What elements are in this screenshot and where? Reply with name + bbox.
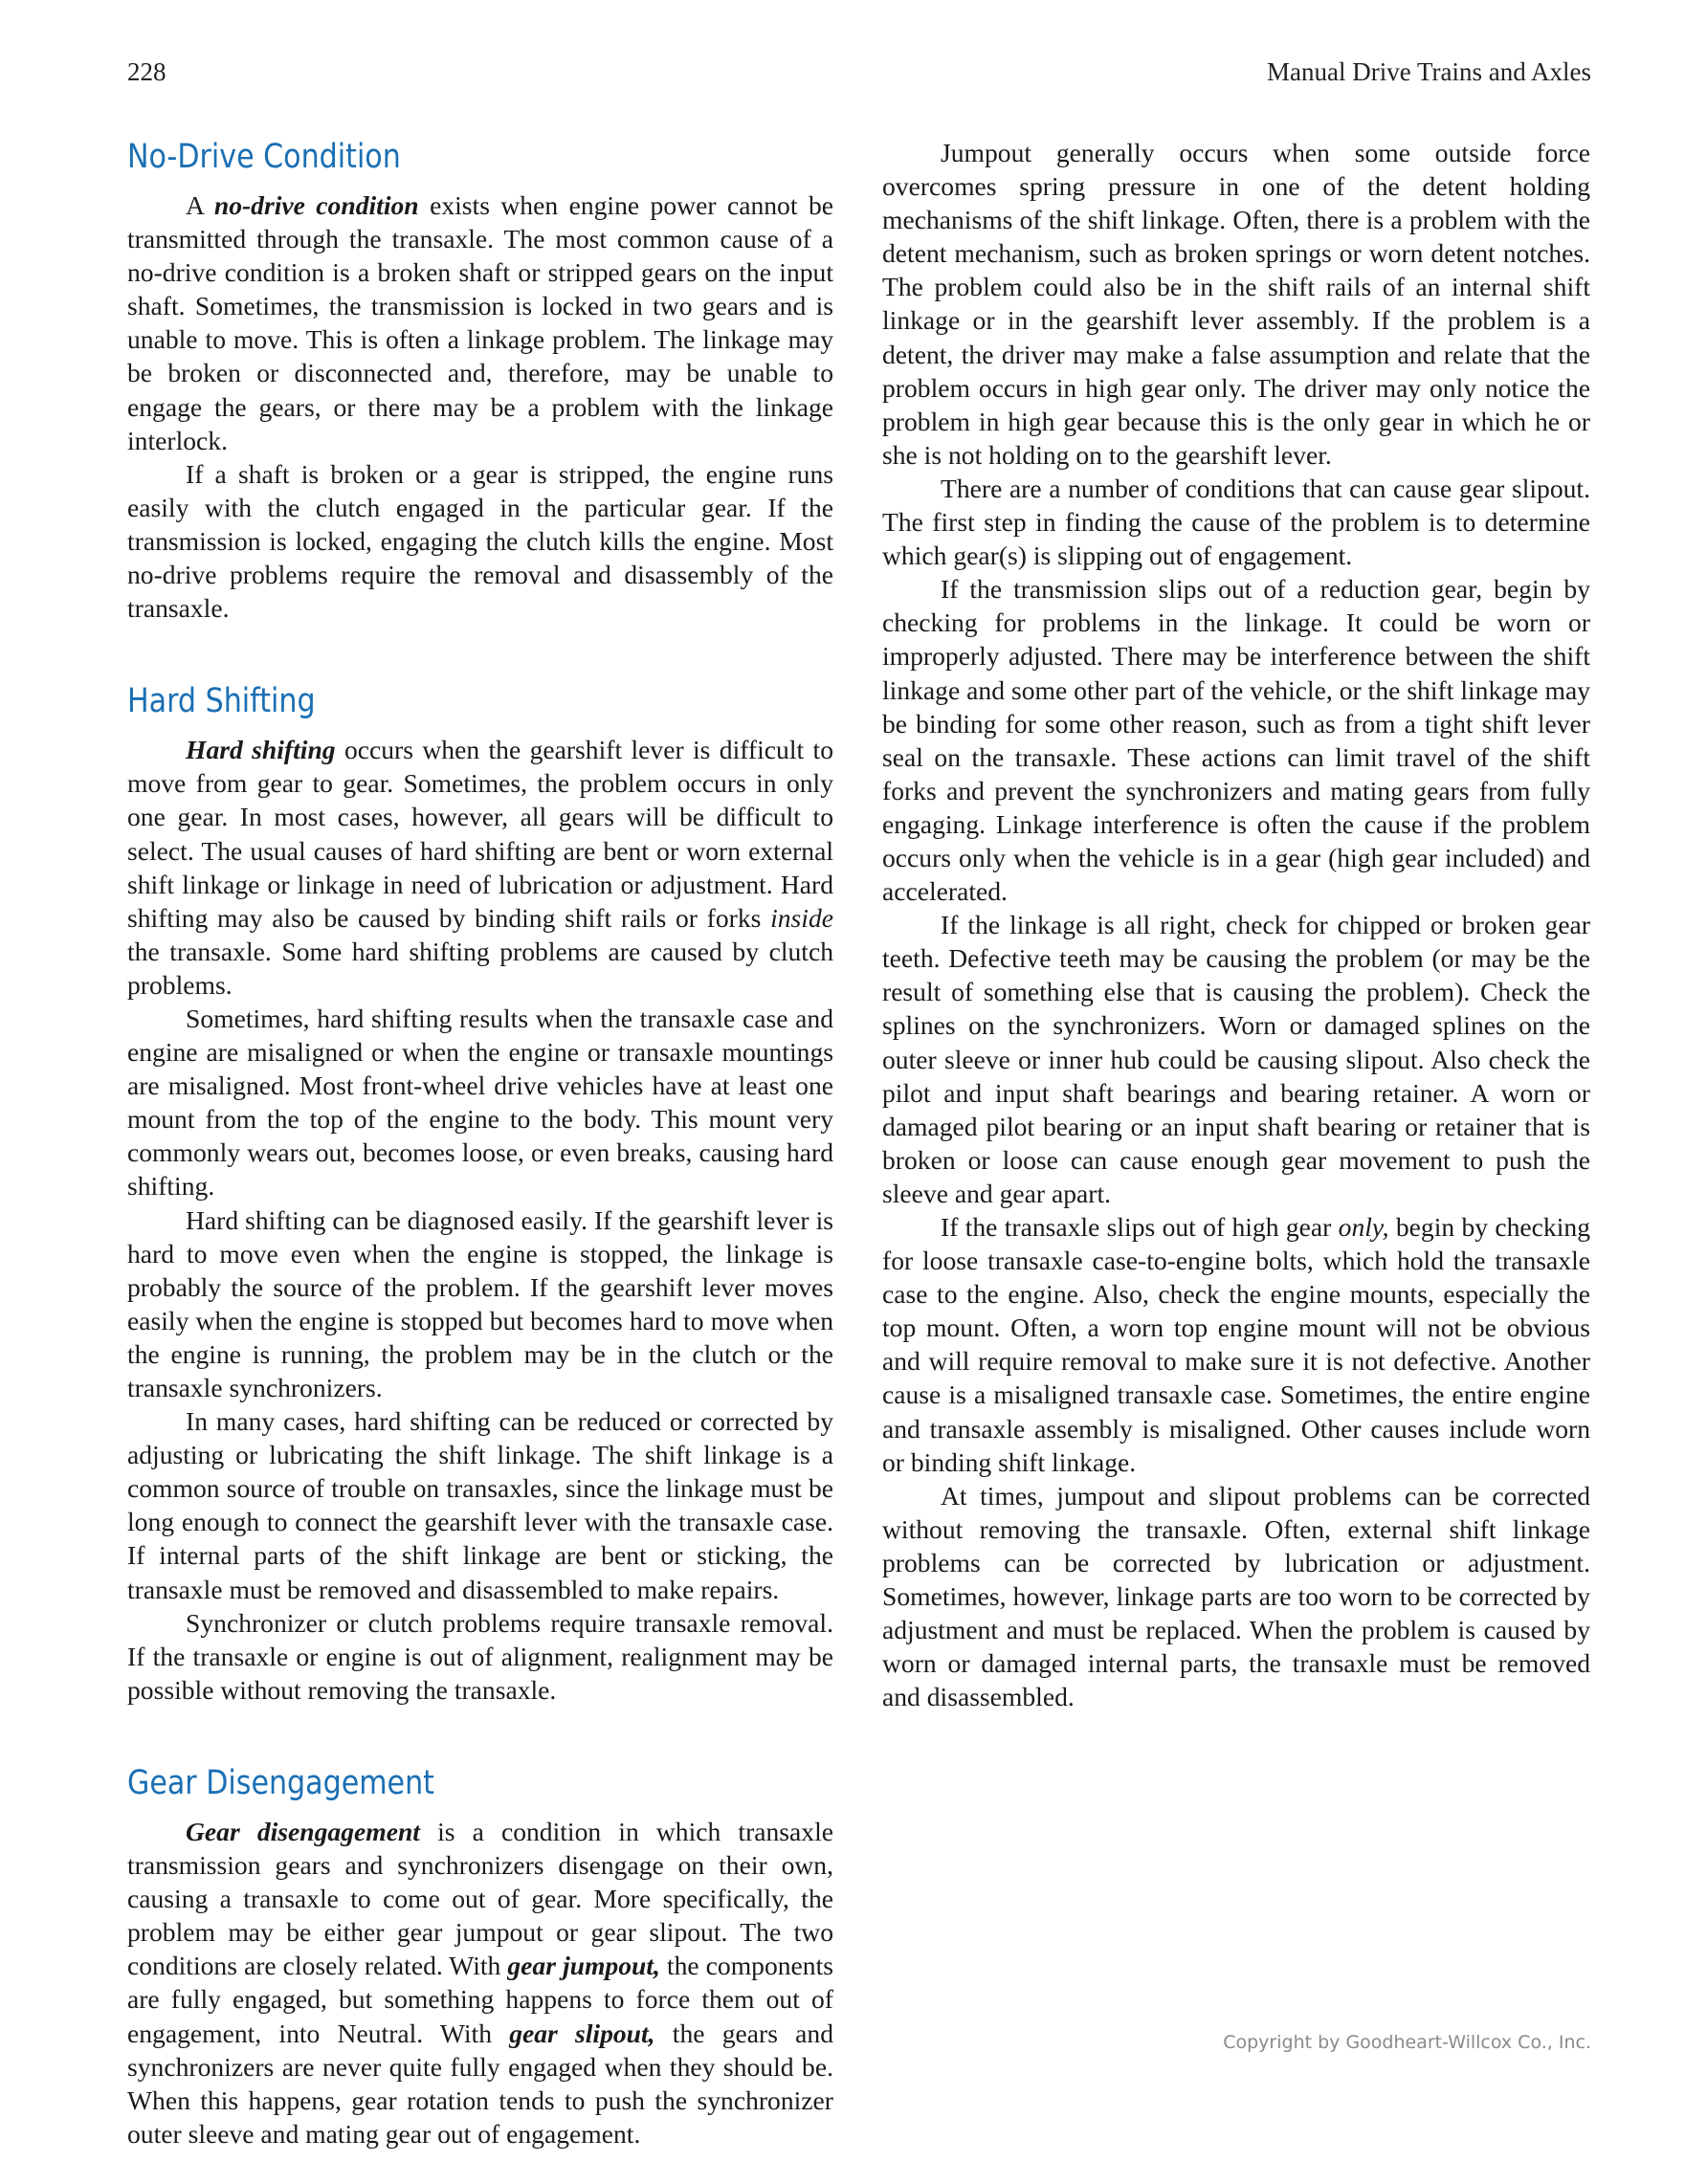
paragraph: If the transmission slips out of a reduction gear, begin by checking for problems in the linkage. It could be worn or improperly adjusted. There may be interference between the shift linkage and some other part of the vehicle, or the shift linkage may be binding for some other reason, such as from a tight shift lever seal on the transaxle. These actions can limit travel of the shift forks and prevent the synchronizers and mating gears from fully engaging. Linkage interference is often the cause if the problem occurs only when the vehicle is in a gear (high gear included) and accelerated. (882, 574, 1590, 907)
key-term: no-drive condition (213, 190, 419, 220)
paragraph: Hard shifting can be diagnosed easily. If the gearshift lever is hard to move even when the engine is stopped, the linkage is probably the source of the problem. If the gearshift lever moves easily when the engine is stopped but becomes hard to move when the engine is running, the problem may be in the clutch or the transaxle synchronizers. (127, 1204, 833, 1402)
heading-hard-shifting: Hard Shifting (127, 682, 316, 721)
emphasis: inside (770, 902, 833, 933)
paragraph: If the linkage is all right, check for chipped or broken gear teeth. Defective teeth may be causing the problem (or may be the result of something else that is causing the problem). Check the splines on the synchronizers. Worn or damaged splines on the outer sleeve or inner hub could be causing slipout. Also check the pilot and input shaft bearings and bearing retainer. A worn or damaged pilot bearing or an input shaft bearing or retainer that is broken or loose can cause enough gear movement to push the sleeve and gear apart. (882, 910, 1590, 1208)
text-run: begin by checking for loose transaxle case-to-engine bolts, which hold the transaxle case to the engine. Also, check the engine mounts, especially the top mount. Often, a worn top engine mount will not be obvious and will require removal to make sure it is not defective. Another cause is a misaligned transaxle case. Sometimes, the entire engine and transaxle assembly is misaligned. Other causes include worn or binding shift linkage. (882, 1212, 1590, 1477)
running-head-title: Manual Drive Trains and Axles (1267, 57, 1591, 86)
right-column (882, 136, 1590, 1713)
paragraph (127, 1815, 833, 2151)
text-run: the transaxle. Some hard shifting problems are caused by clutch problems. (127, 936, 833, 1000)
key-term: Gear disengagement (186, 1816, 420, 1846)
paragraph: At times, jumpout and slipout problems can be corrected without removing the transaxle. Often, external shift linkage problems can be corrected by lubrication or adjustment. Sometimes, however, linkage parts are too worn to be corrected by adjustment and must be replaced. When the problem is caused by worn or damaged internal parts, the transaxle must be removed and disassembled. (882, 1480, 1590, 1712)
text-run: the gears and synchronizers are never quite fully engaged when they should be. When this happens, gear rotation tends to push the synchronizer outer sleeve and mating gear out of engagement. (127, 2018, 833, 2149)
paragraph: If a shaft is broken or a gear is stripped, the engine runs easily with the clutch engaged in the particular gear. If the transmission is locked, engaging the clutch kills the engine. Most no-drive problems require the removal and disassembly of the transaxle. (127, 458, 833, 624)
page-number: 228 (127, 57, 166, 86)
key-term: gear jumpout, (507, 1951, 660, 1981)
heading-no-drive-condition: No-Drive Condition (127, 138, 401, 176)
text-run: occurs when the gearshift lever is difficult to move from gear to gear. Sometimes, the problem occurs in only one gear. In most cases, however, all gears will be difficult to select. The usual causes of hard shifting are bent or worn external shift linkage or linkage in need of lubrication or adjustment. Hard shifting may also be caused by binding shift rails or forks (127, 735, 833, 933)
text-run: is a condition in which transaxle transmission gears and synchronizers disengage on their own, causing a transaxle to come out of gear. More specifically, the problem may be either gear jumpout or gear slipout. The two conditions are closely related. With (127, 1816, 833, 1981)
left-column (127, 136, 833, 2151)
paragraph: There are a number of conditions that can cause gear slipout. The first step in finding the cause of the problem is to determine which gear(s) is slipping out of engagement. (882, 473, 1590, 571)
paragraph (882, 1210, 1590, 1479)
paragraph (127, 733, 833, 1002)
copyright-notice: Copyright by Goodheart-Willcox Co., Inc. (1223, 2032, 1591, 2053)
text-run: exists when engine power cannot be transmitted through the transaxle. The most common cause of a no-drive condition is a broken shaft or stripped gears on the input shaft. Sometimes, the transmission is locked in two gears and is unable to move. This is often a linkage problem. The linkage may be broken or disconnected and, therefore, may be unable to engage the gears, or there may be a problem with the linkage interlock. (127, 190, 833, 455)
text-run: A (186, 190, 214, 220)
heading-gear-disengagement: Gear Disengagement (127, 1763, 434, 1802)
text-run: If the transaxle slips out of high gear (941, 1212, 1339, 1242)
emphasis: only, (1338, 1212, 1389, 1242)
paragraph: Jumpout generally occurs when some outside force overcomes spring pressure in one of the detent holding mechanisms of the shift linkage. Often, there is a problem with the detent mechanism, such as broken springs or worn detent notches. The problem could also be in the shift rails of an internal shift linkage or in the gearshift lever assembly. If the problem is a detent, the driver may make a false assumption and relate that the problem occurs in high gear only. The driver may only notice the problem in high gear because this is the only gear in which he or she is not holding on to the gearshift lever. (882, 138, 1590, 470)
text-run: the components are fully engaged, but something happens to force them out of engagement, into Neutral. With (127, 1951, 833, 2048)
paragraph: Synchronizer or clutch problems require transaxle removal. If the transaxle or engine is out of alignment, realignment may be possible without removing the transaxle. (127, 1607, 833, 1705)
key-term: Hard shifting (186, 735, 336, 765)
paragraph (127, 188, 833, 457)
key-term: gear slipout, (509, 2018, 655, 2048)
paragraph: In many cases, hard shifting can be reduced or corrected by adjusting or lubricating the shift linkage. The shift linkage is a common source of trouble on transaxles, since the linkage must be long enough to connect the gearshift lever with the transaxle case. If internal parts of the shift linkage are bent or sticking, the transaxle must be removed and disassembled to make repairs. (127, 1406, 833, 1604)
paragraph: Sometimes, hard shifting results when the transaxle case and engine are misaligned or when the engine or transaxle mountings are misaligned. Most front-wheel drive vehicles have at least one mount from the top of the engine to the body. This mount very commonly wears out, becomes loose, or even breaks, causing hard shifting. (127, 1003, 833, 1202)
